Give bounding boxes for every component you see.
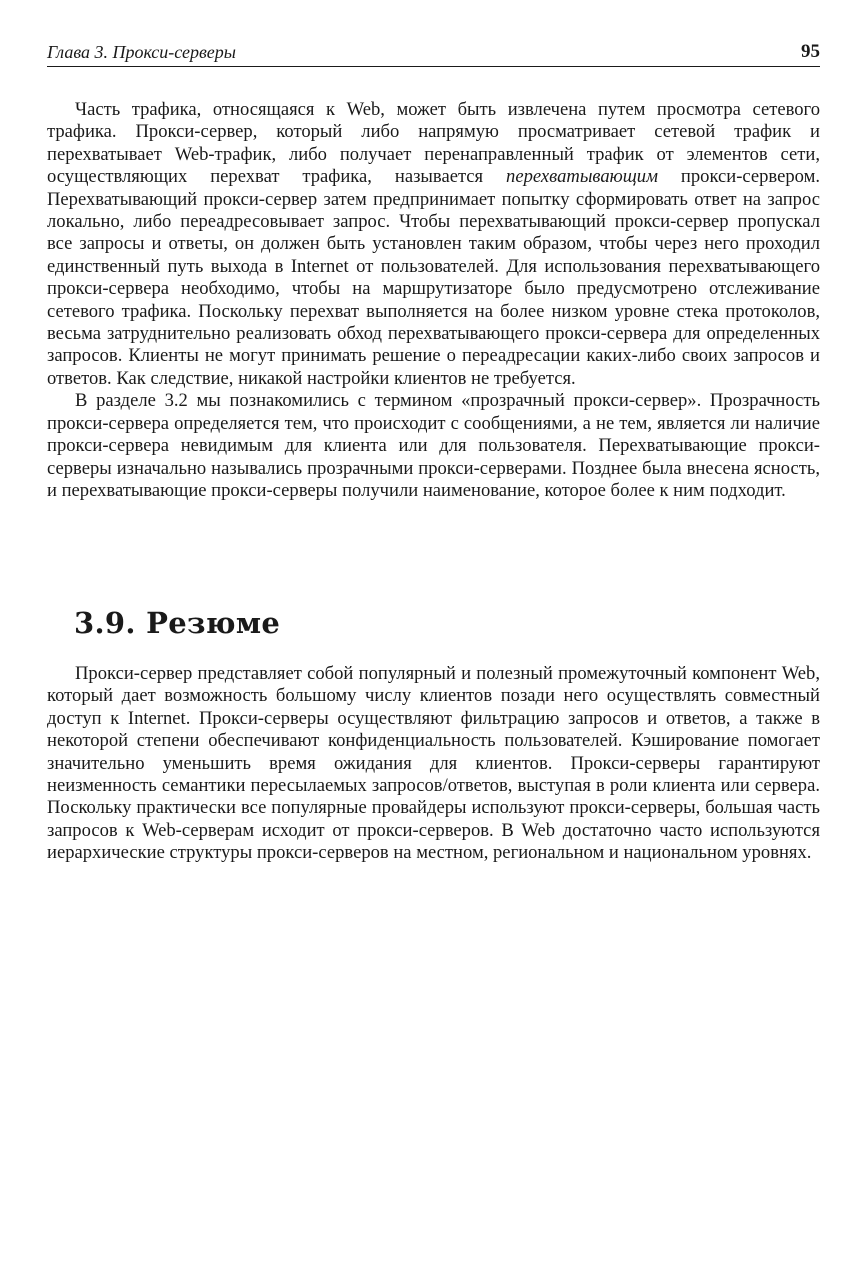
- page-number: 95: [801, 41, 820, 62]
- chapter-title: Глава 3. Прокси-серверы: [47, 42, 236, 62]
- intro-text-block: [47, 99, 820, 502]
- section-heading: 3.9. Резюме: [74, 606, 281, 640]
- running-header: [47, 40, 820, 67]
- paragraph-text: прокси-сервером. Перехватывающий прокси-сервер затем предпринимает попытку сформировать ответ на запрос локально, либо переадресовывает запрос. Чтобы перехватывающий прокси-сервер пропускал все запросы и ответы, он должен быть установлен таким образом, чтобы через него проходил единственный путь выхода в Internet от пользователей. Для использования перехватывающего прокси-сервера необходимо, чтобы на маршрутизаторе было предусмотрено отслеживание сетевого трафика. Поскольку перехват выполняется на более низком уровне стека протоколов, весьма затруднительно реализовать обход перехватывающего прокси-сервера для определенных запросов. Клиенты не могут принимать решение о переадресации каких-либо своих запросов и ответов. Как следствие, никакой настройки клиентов не требуется.: [47, 166, 821, 389]
- summary-text-block: [47, 663, 820, 865]
- paragraph-summary: Прокси-сервер представляет собой популярный и полезный промежуточный компонент Web, который дает возможность большому числу клиентов позади него осуществлять совместный доступ к Internet. Прокси-серверы осуществляют фильтрацию запросов и ответов, а также в некоторой степени обеспечивают конфиденциальность пользователей. Кэширование помогает значительно уменьшить время ожидания для клиентов. Прокси-серверы гарантируют неизменность семантики пересылаемых запросов/ответов, выступая в роли клиента или сервера. Поскольку практически все популярные провайдеры используют прокси-серверы, большая часть запросов к Web-серверам исходит от прокси-серверов. В Web достаточно часто используются иерархические структуры прокси-серверов на местном, региональном и национальном уровнях.: [47, 663, 820, 864]
- emphasized-term: перехватывающим: [506, 166, 658, 188]
- paragraph-intercepting-proxy: [47, 99, 820, 390]
- paragraph-transparent-proxy: В разделе 3.2 мы познакомились с термином «прозрачный прокси-сервер». Прозрачность прокси-сервера определяется тем, что происходит с сообщениями, а не тем, является ли наличие прокси-сервера невидимым для клиента или для пользователя. Перехватывающие прокси-серверы изначально назывались прозрачными прокси-серверами. Позднее была внесена ясность, и перехватывающие прокси-серверы получили наименование, которое более к ним подходит.: [47, 390, 820, 501]
- paragraph-text: Часть трафика, относящаяся к Web, может быть извлечена путем просмотра сетевого трафика. Прокси-сервер, который либо напрямую просматривает сетевой трафик и перехватывает Web-трафик, либо получает перенаправленный трафик от элементов сети, осуществляющих перехват трафика, называется: [47, 99, 820, 188]
